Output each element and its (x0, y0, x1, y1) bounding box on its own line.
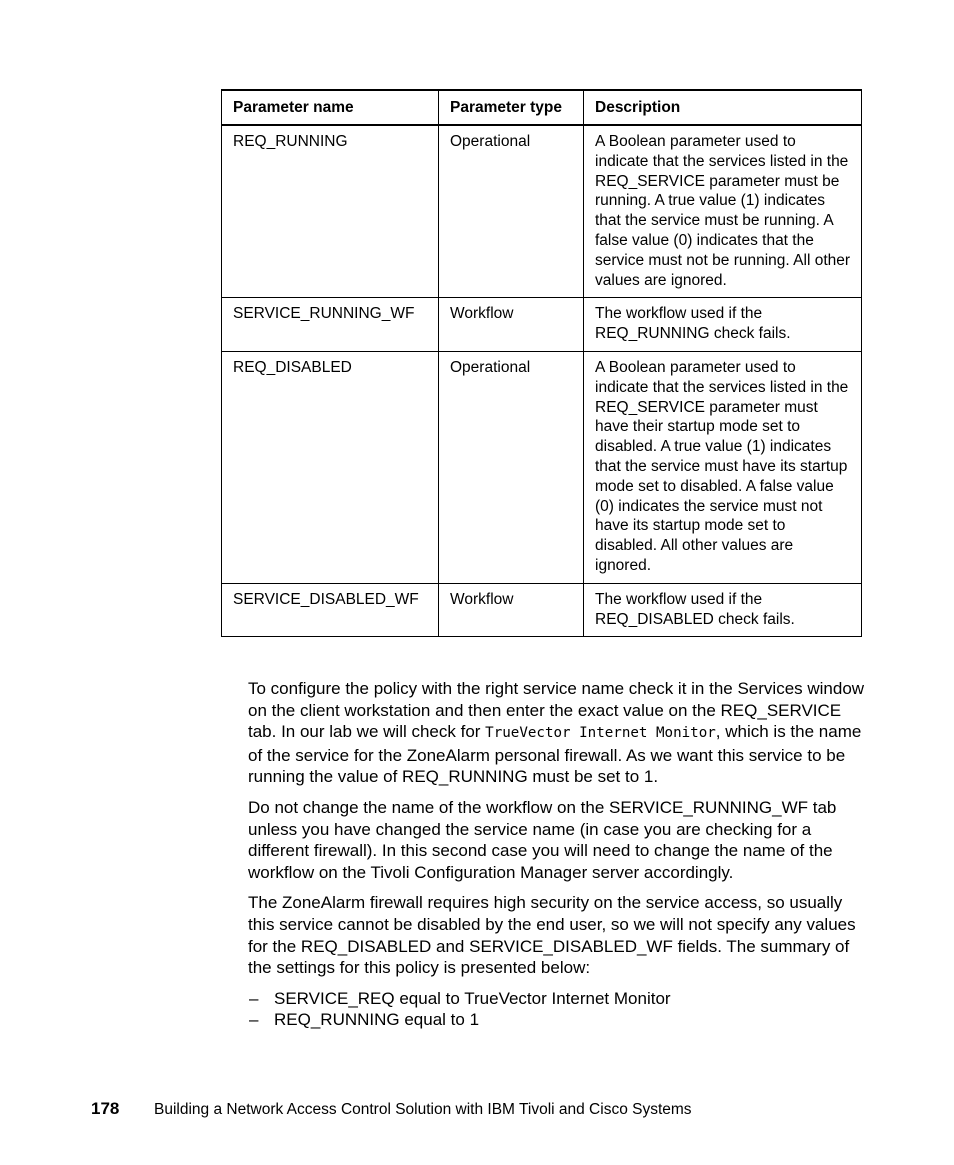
service-name-code: TrueVector Internet Monitor (485, 725, 716, 742)
list-item-text: SERVICE_REQ equal to TrueVector Internet Monitor (274, 988, 671, 1008)
page-footer (91, 1099, 891, 1120)
parameter-table (221, 89, 862, 637)
dash-bullet: – (249, 988, 259, 1008)
settings-summary-list (248, 988, 868, 1031)
paragraph-configure-policy (248, 678, 868, 788)
header-parameter-type: Parameter type (439, 90, 584, 125)
parameter-type-cell: Operational (439, 351, 584, 583)
table-row (222, 351, 862, 583)
book-title: Building a Network Access Control Solution with IBM Tivoli and Cisco Systems (154, 1101, 692, 1118)
header-description: Description (584, 90, 862, 125)
description-cell: The workflow used if the REQ_RUNNING check fails. (584, 298, 862, 352)
description-cell: The workflow used if the REQ_DISABLED check fails. (584, 583, 862, 637)
parameter-name-cell: SERVICE_RUNNING_WF (222, 298, 439, 352)
paragraph-text: , which is the name of the service for the ZoneAlarm personal firewall. As we want this service to be running the value of REQ_RUNNING must be set to 1. (248, 722, 862, 787)
parameter-name-cell: REQ_RUNNING (222, 125, 439, 298)
parameter-name-cell: REQ_DISABLED (222, 351, 439, 583)
list-item (0, 1009, 700, 1031)
list-item-text: REQ_RUNNING equal to 1 (274, 1010, 480, 1030)
paragraph-workflow-note: Do not change the name of the workflow on the SERVICE_RUNNING_WF tab unless you have changed the service name (in case you are checking for a different firewall). In this second case you will need to change the name of the workflow on the Tivoli Configuration Manager server accordingly. (248, 797, 837, 882)
description-cell: A Boolean parameter used to indicate that the services listed in the REQ_SERVICE parameter must have their startup mode set to disabled. A true value (1) indicates that the service must have its startup mode set to disabled. A false value (0) indicates the service must not have its startup mode set to disabled. All other values are ignored. (584, 351, 862, 583)
paragraph-zonealarm-summary: The ZoneAlarm firewall requires high security on the service access, so usually this service cannot be disabled by the end user, so we will not specify any values for the REQ_DISABLED and SERVICE_DISABLED_WF fields. The summary of the settings for this policy is presented below: (248, 893, 856, 978)
header-parameter-name: Parameter name (222, 90, 439, 125)
table-row (222, 583, 862, 637)
table-header-row (222, 90, 862, 125)
page-number: 178 (91, 1099, 120, 1118)
dash-bullet: – (249, 1010, 259, 1030)
parameter-type-cell: Operational (439, 125, 584, 298)
body-text (248, 678, 868, 1031)
table-row (222, 298, 862, 352)
list-item (0, 988, 700, 1010)
description-cell: A Boolean parameter used to indicate that the services listed in the REQ_SERVICE parameter must be running. A true value (1) indicates that the service must be running. A false value (0) indicates that the service must not be running. All other values are ignored. (584, 125, 862, 298)
parameter-name-cell: SERVICE_DISABLED_WF (222, 583, 439, 637)
parameter-type-cell: Workflow (439, 298, 584, 352)
paragraph-text: To configure the policy with the right service name check it in the Services window on the client workstation and then enter the exact value on the REQ_SERVICE tab. In our lab we will check for (248, 679, 865, 742)
parameter-type-cell: Workflow (439, 583, 584, 637)
table-row (222, 125, 862, 298)
